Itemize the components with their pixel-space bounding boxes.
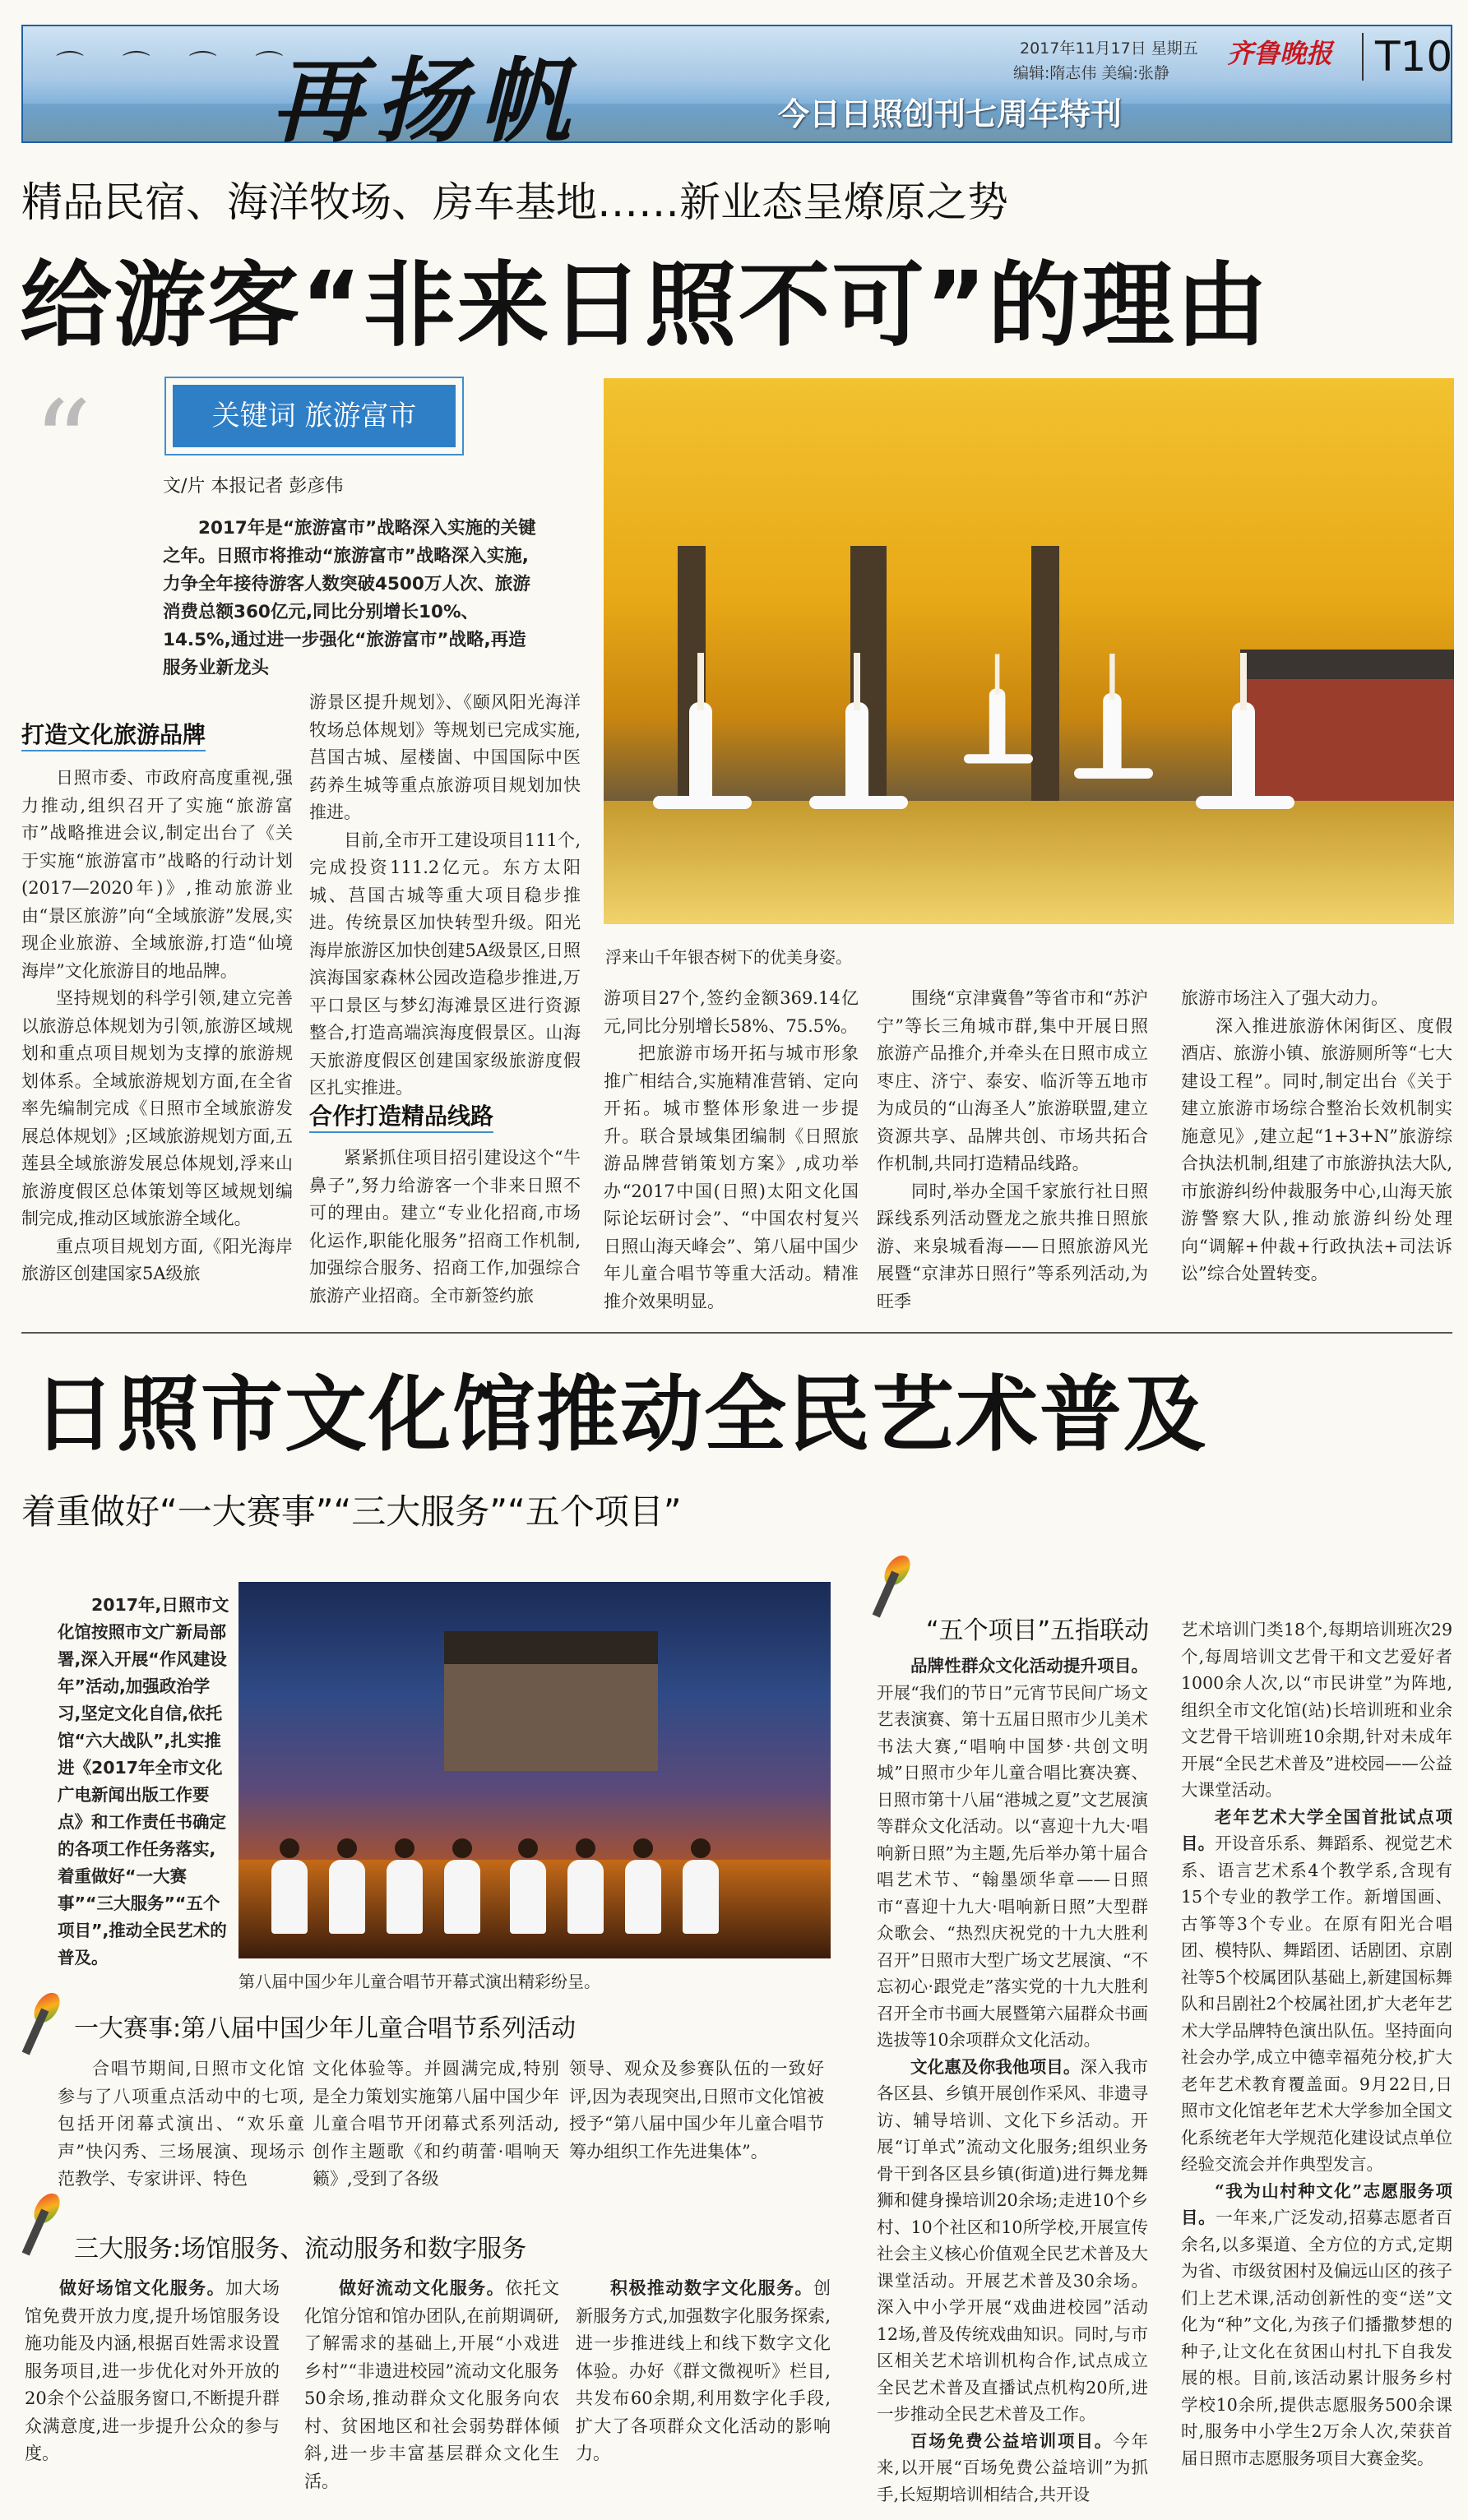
column-text: 围绕“京津冀鲁”等省市和“苏沪宁”等长三角城市群,集中开展日照旅游产品推介,并牵头在日照市成立枣庄、济宁、泰安、临沂等五地市为成员的“山海圣人”旅游联盟,建立资源共享、品牌共创、市场共拓合作机制,共同打造精品线路。 同时,举办全国千家旅行社日照踩线系列活动暨龙之旅共推日照旅游、来泉城看海——日照旅游风光展暨“京津苏日照行”等系列活动,为旺季 (877, 988, 1148, 1311)
quote-mark-icon: “ (33, 377, 92, 511)
column-text: 日照市委、市政府高度重视,强力推动,组织召开了实施“旅游富市”战略推进会议,制定出台了《关于实施“旅游富市”战略的行动计划(2017—2020年)》,推动旅游业由“景区旅游”向“全域旅游”发展,实现企业旅游、全域旅游,打造“仙境海岸”文化旅游目的地品牌。 坚持规划的科学引领,建立完善以旅游总体规划为引领,旅游区域规划和重点项目规划为支撑的旅游规划体系。全域旅游规划方面,在全省率先编制完成《日照市全域旅游发展总体规划》;区域旅游规划方面,五莲县全域旅游发展总体规划,浮来山旅游度假区总体策划等区域规划编制完成,推动区域旅游全域化。 重点项目规划方面,《阳光海岸旅游区创建国家5A级旅 (21, 768, 293, 1283)
column-text: 做好流动文化服务。依托文化馆分馆和馆办团队,在前期调研,了解需求的基础上,开展“小戏进乡村”“非遗进校园”流动文化服务50余场,推动群众文化服务向农村、贫困地区和社会弱势群体倾斜,进一步丰富基层群众文化生活。 (304, 2277, 560, 2491)
choir-festival-photo (238, 1582, 831, 1958)
column-text: 合唱节期间,日照市文化馆参与了八项重点活动中的七项,包括开闭幕式演出、“欢乐童声”快闪秀、三场展演、现场示范教学、专家讲评、特色 (58, 2059, 304, 2189)
photo2-caption: 第八届中国少年儿童合唱节开幕式演出精彩纷呈。 (238, 1972, 600, 1991)
column-text: 积极推动数字文化服务。创新服务方式,加强数字化服务探索,进一步推进线上和线下数字文化体验。办好《群文微视听》栏目,共发布60余期,利用数字化手段,扩大了各项群众文化活动的影响力。 (576, 2277, 831, 2463)
special-edition-title: 今日日照创刊七周年特刊 (778, 96, 1123, 132)
column-text: 品牌性群众文化活动提升项目。开展“我们的节日”元宵节民间广场文艺表演赛、第十五届日照市少儿美术书法大赛,“唱响中国梦·共创文明城”日照市少年儿童合唱比赛决赛、日照市第十八届“港城之夏”文艺展演等群众文化活动。以“喜迎十九大·唱响新日照”为主题,先后举办第十届合唱艺术节、“翰墨颂华章——日照市“喜迎十九大·唱响新日照”大型群众歌会、“热烈庆祝党的十九大胜利召开”日照市大型广场文艺展演、“不忘初心·跟党走”落实党的十九大胜利召开全市书画大展暨第六届群众书画选拔等10余项群众文化活动。 文化惠及你我他项目。深入我市各区县、乡镇开展创作采风、非遗寻访、辅导培训、文化下乡活动。开展“订单式”流动文化服务;组织业务骨干到各区县乡镇(街道)进行舞龙舞狮和健身操培训20余场;走进10个乡村、10个社区和10所学校,开展宣传社会主义核心价值观全民艺术普及大课堂活动。开展艺术普及30余场。深入中小学开展“戏曲进校园”活动12场,普及传统戏曲知识。同时,与市区相关艺术培训机构合作,试点成立全民艺术普及直播试点机构20所,进一步推动全民艺术普及工作。 百场免费公益培训项目。今年来,以开展“百场免费公益培训”为抓手,长短期培训相结合,共开设 (877, 1656, 1149, 2504)
column-text: 领导、观众及参赛队伍的一致好评,因为表现突出,日照市文化馆被授予“第八届中国少年儿童合唱节筹办组织工作先进集体”。 (569, 2059, 824, 2162)
section-title: “五个项目”五指联动 (926, 1616, 1150, 1645)
story2-headline: 日照市文化馆推动全民艺术普及 (33, 1366, 1207, 1463)
story2-kicker: 着重做好“一大赛事”“三大服务”“五个项目” (21, 1491, 682, 1532)
sea-decoration (23, 104, 1451, 141)
date-line: 2017年11月17日 星期五 (1020, 39, 1198, 58)
ginkgo-yoga-photo (604, 378, 1454, 924)
column-text: 紧紧抓住项目招引建设这个“牛鼻子”,努力给游客一个非来日照不可的理由。建立“专业化招商,市场化运作,职能化服务”招商工作机制,加强综合服务、招商工作,加强综合旅游产业招商。全市新签约旅 (309, 1148, 581, 1306)
story2-lead: 2017年,日照市文化馆按照市文广新局部署,深入开展“作风建设年”活动,加强政治学习,坚定文化自信,依托馆“六大战队”,扎实推进《2017年全市文化广电新闻出版工作要点》和工作责任书确定的各项工作任务落实,着重做好“一大赛事”“三大服务”“五个项目”,推动全民艺术的普及。 (58, 1595, 229, 1967)
quill-pen-icon (25, 2192, 63, 2253)
story1-headline: 给游客“非来日照不可”的理由 (20, 252, 1270, 359)
section-title: 三大服务:场馆服务、流动服务和数字服务 (74, 2235, 527, 2263)
column-text: 游项目27个,签约金额369.14亿元,同比分别增长58%、75.5%。 把旅游市场开拓与城市形象推广相结合,实施精准营销、定向开拓。城市整体形象进一步提升。联合景域集团编制《日照旅游品牌营销策划方案》,成功举办“2017中国(日照)太阳文化国际论坛研讨会”、“中国农村复兴日照山海天峰会”、第八届中国少年儿童合唱节等重大活动。精准推介效果明显。 (604, 988, 859, 1311)
editor-line: 编辑:隋志伟 美编:张静 (1013, 64, 1169, 82)
column-text: 艺术培训门类18个,每期培训班次29个,每周培训文艺骨干和文艺爱好者1000余人次,以“市民讲堂”为阵地,组织全市文化馆(站)长培训班和业余文艺骨干培训班10余期,针对未成年开展“全民艺术普及”进校园——公益大课堂活动。 老年艺术大学全国首批试点项目。开设音乐系、舞蹈系、视觉艺术系、语言艺术系4个教学系,含现有15个专业的教学工作。新增国画、古筝等3个专业。在原有阳光合唱团、模特队、舞蹈团、话剧团、京剧社等5个校属团队基础上,新建国标舞队和吕剧社2个校属社团,扩大老年艺术大学品牌特色演出队伍。坚持面向社会办学,成立中德幸福苑分校,扩大老年艺术教育覆盖面。9月22日,日照市文化馆老年艺术大学参加全国文化系统老年大学规范化建设试点单位经验交流会并作典型发言。 “我为山村种文化”志愿服务项目。一年来,广泛发动,招募志愿者百余名,以多渠道、全方位的方式,定期为省、市级贫困村及偏远山区的孩子们上艺术课,活动创新性的变“送”文化为“种”文化,为孩子们播撒梦想的种子,让文化在贫困山村扎下自我发展的根。目前,该活动累计服务乡村学校10余所,提供志愿服务500余课时,服务中小学生2万余人次,荣获首届日照市志愿服务项目大赛金奖。 (1181, 1620, 1453, 2468)
column-text: 文化体验等。并圆满完成,特别是全力策划实施第八届中国少年儿童合唱节开闭幕式系列活动,创作主题歌《和约萌蕾·唱响天籁》,受到了各级 (313, 2059, 559, 2189)
section-title: 一大赛事:第八届中国少年儿童合唱节系列活动 (74, 2014, 577, 2043)
seagull-icons: ⌒ ⌒ ⌒ ⌒ (56, 49, 299, 82)
column-text: 做好场馆文化服务。加大场馆免费开放力度,提升场馆服务设施功能及内涵,根据百姓需求设置服务项目,进一步优化对外开放的20余个公益服务窗口,不断提升群众满意度,进一步提升公众的参与度。 (25, 2277, 280, 2463)
photo1-caption: 浮来山千年银杏树下的优美身姿。 (605, 947, 852, 967)
quill-pen-icon (25, 1991, 63, 2052)
newspaper-logo: 齐鲁晚报 (1227, 38, 1333, 69)
keyword-label: 关键词 旅游富市 (173, 385, 456, 447)
masthead-calligraphy: 再扬帆 (271, 48, 582, 155)
section-title: 打造文化旅游品牌 (21, 717, 206, 751)
keyword-box (164, 377, 464, 455)
page-number: T10 (1362, 33, 1452, 81)
story1-kicker: 精品民宿、海洋牧场、房车基地……新业态呈燎原之势 (21, 178, 1008, 226)
section-title: 合作打造精品线路 (309, 1098, 493, 1133)
column-text: 游景区提升规划》、《颐风阳光海洋牧场总体规划》等规划已完成实施,莒国古城、屋楼崮、中国国际中医药养生城等重点旅游项目规划加快推进。 目前,全市开工建设项目111个,完成投资111.2亿元。东方太阳城、莒国古城等重大项目稳步推进。传统景区加快转型升级。阳光海岸旅游区加快创建5A级景区,日照滨海国家森林公园改造稳步推进,万平口景区与梦幻海滩景区进行资源整合,打造高端滨海度假景区。山海天旅游度假区创建国家级旅游度假区扎实推进。 (309, 692, 581, 1098)
quill-pen-icon (875, 1554, 913, 1615)
story-divider (21, 1332, 1452, 1334)
column-text: 旅游市场注入了强大动力。 深入推进旅游休闲街区、度假酒店、旅游小镇、旅游厕所等“七大建设工程”。同时,制定出台《关于建立旅游市场综合整治长效机制实施意见》,建立起“1+3+N”旅游综合执法机制,组建了市旅游执法大队,市旅游纠纷仲裁服务中心,山海天旅游警察大队,推动旅游纠纷处理向“调解+仲裁+行政执法+司法诉讼”综合处置转变。 (1181, 988, 1452, 1283)
story1-lead: 2017年是“旅游富市”战略深入实施的关键之年。日照市将推动“旅游富市”战略深入实施,力争全年接待游客人数突破4500万人次、旅游消费总额360亿元,同比分别增长10%、14.5%,通过进一步强化“旅游富市”战略,再造服务业新龙头 (163, 518, 536, 678)
byline: 文/片 本报记者 彭彦伟 (163, 476, 344, 497)
